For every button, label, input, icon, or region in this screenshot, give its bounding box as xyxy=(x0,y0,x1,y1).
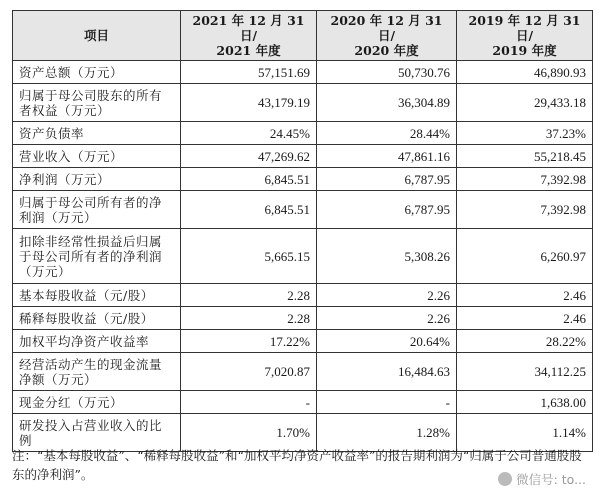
row-label: 归属于母公司所有者的净利润（万元） xyxy=(13,191,181,229)
table-row xyxy=(13,229,593,284)
value-2020: 6,787.95 xyxy=(317,191,457,229)
value-2021: 47,269.62 xyxy=(181,145,317,168)
row-label: 加权平均净资产收益率 xyxy=(13,330,181,353)
row-label: 净利润（万元） xyxy=(13,168,181,191)
value-2019: 28.22% xyxy=(457,330,593,353)
row-label: 基本每股收益（元/股） xyxy=(13,284,181,307)
header-item: 项目 xyxy=(13,11,181,61)
table-row xyxy=(13,61,593,84)
wechat-icon xyxy=(498,472,512,486)
row-label: 营业收入（万元） xyxy=(13,145,181,168)
table-row xyxy=(13,284,593,307)
value-2021: 24.45% xyxy=(181,122,317,145)
value-2021: 57,151.69 xyxy=(181,61,317,84)
value-2021: 43,179.19 xyxy=(181,84,317,122)
value-2020: 2.26 xyxy=(317,307,457,330)
value-2020: 20.64% xyxy=(317,330,457,353)
table-footnote: 注：“基本每股收益”、“稀释每股收益”和“加权平均净资产收益率”的报告期利润为“归属于公司普通股股东的净利润”。 xyxy=(12,448,582,482)
row-label: 稀释每股收益（元/股） xyxy=(13,307,181,330)
value-2019: 1.14% xyxy=(457,414,593,452)
value-2020: 6,787.95 xyxy=(317,168,457,191)
table-row xyxy=(13,191,593,229)
watermark xyxy=(498,470,586,488)
row-label: 研发投入占营业收入的比例 xyxy=(13,414,181,452)
header-2020: 2020 年 12 月 31 日/ 2020 年度 xyxy=(317,11,457,61)
header-2021: 2021 年 12 月 31 日/ 2021 年度 xyxy=(181,11,317,61)
value-2019: 7,392.98 xyxy=(457,168,593,191)
row-label: 经营活动产生的现金流量净额（万元） xyxy=(13,353,181,391)
table-row xyxy=(13,353,593,391)
value-2021: 2.28 xyxy=(181,307,317,330)
financial-indicators-table xyxy=(12,10,593,452)
value-2019: 34,112.25 xyxy=(457,353,593,391)
value-2020: 47,861.16 xyxy=(317,145,457,168)
value-2020: - xyxy=(317,391,457,414)
table-row xyxy=(13,122,593,145)
table-row xyxy=(13,391,593,414)
table-row xyxy=(13,84,593,122)
value-2019: 1,638.00 xyxy=(457,391,593,414)
value-2021: 2.28 xyxy=(181,284,317,307)
value-2021: 17.22% xyxy=(181,330,317,353)
row-label: 扣除非经常性损益后归属于母公司所有者的净利润（万元） xyxy=(13,229,181,284)
value-2021: 7,020.87 xyxy=(181,353,317,391)
value-2020: 5,308.26 xyxy=(317,229,457,284)
row-label: 现金分红（万元） xyxy=(13,391,181,414)
value-2021: - xyxy=(181,391,317,414)
value-2020: 1.28% xyxy=(317,414,457,452)
value-2019: 55,218.45 xyxy=(457,145,593,168)
value-2021: 6,845.51 xyxy=(181,191,317,229)
table-header-row xyxy=(13,11,593,61)
value-2020: 36,304.89 xyxy=(317,84,457,122)
row-label: 资产负债率 xyxy=(13,122,181,145)
table-row xyxy=(13,330,593,353)
value-2021: 1.70% xyxy=(181,414,317,452)
value-2019: 29,433.18 xyxy=(457,84,593,122)
header-2019: 2019 年 12 月 31 日/ 2019 年度 xyxy=(457,11,593,61)
value-2019: 6,260.97 xyxy=(457,229,593,284)
row-label: 归属于母公司股东的所有者权益（万元） xyxy=(13,84,181,122)
value-2021: 6,845.51 xyxy=(181,168,317,191)
watermark-text: 微信号: to... xyxy=(516,472,586,487)
table-row xyxy=(13,307,593,330)
value-2019: 46,890.93 xyxy=(457,61,593,84)
value-2020: 28.44% xyxy=(317,122,457,145)
value-2020: 16,484.63 xyxy=(317,353,457,391)
financial-table-container xyxy=(12,10,592,452)
row-label: 资产总额（万元） xyxy=(13,61,181,84)
table-row xyxy=(13,168,593,191)
value-2019: 37.23% xyxy=(457,122,593,145)
value-2019: 2.46 xyxy=(457,307,593,330)
value-2019: 7,392.98 xyxy=(457,191,593,229)
table-row xyxy=(13,145,593,168)
value-2021: 5,665.15 xyxy=(181,229,317,284)
value-2019: 2.46 xyxy=(457,284,593,307)
value-2020: 2.26 xyxy=(317,284,457,307)
value-2020: 50,730.76 xyxy=(317,61,457,84)
